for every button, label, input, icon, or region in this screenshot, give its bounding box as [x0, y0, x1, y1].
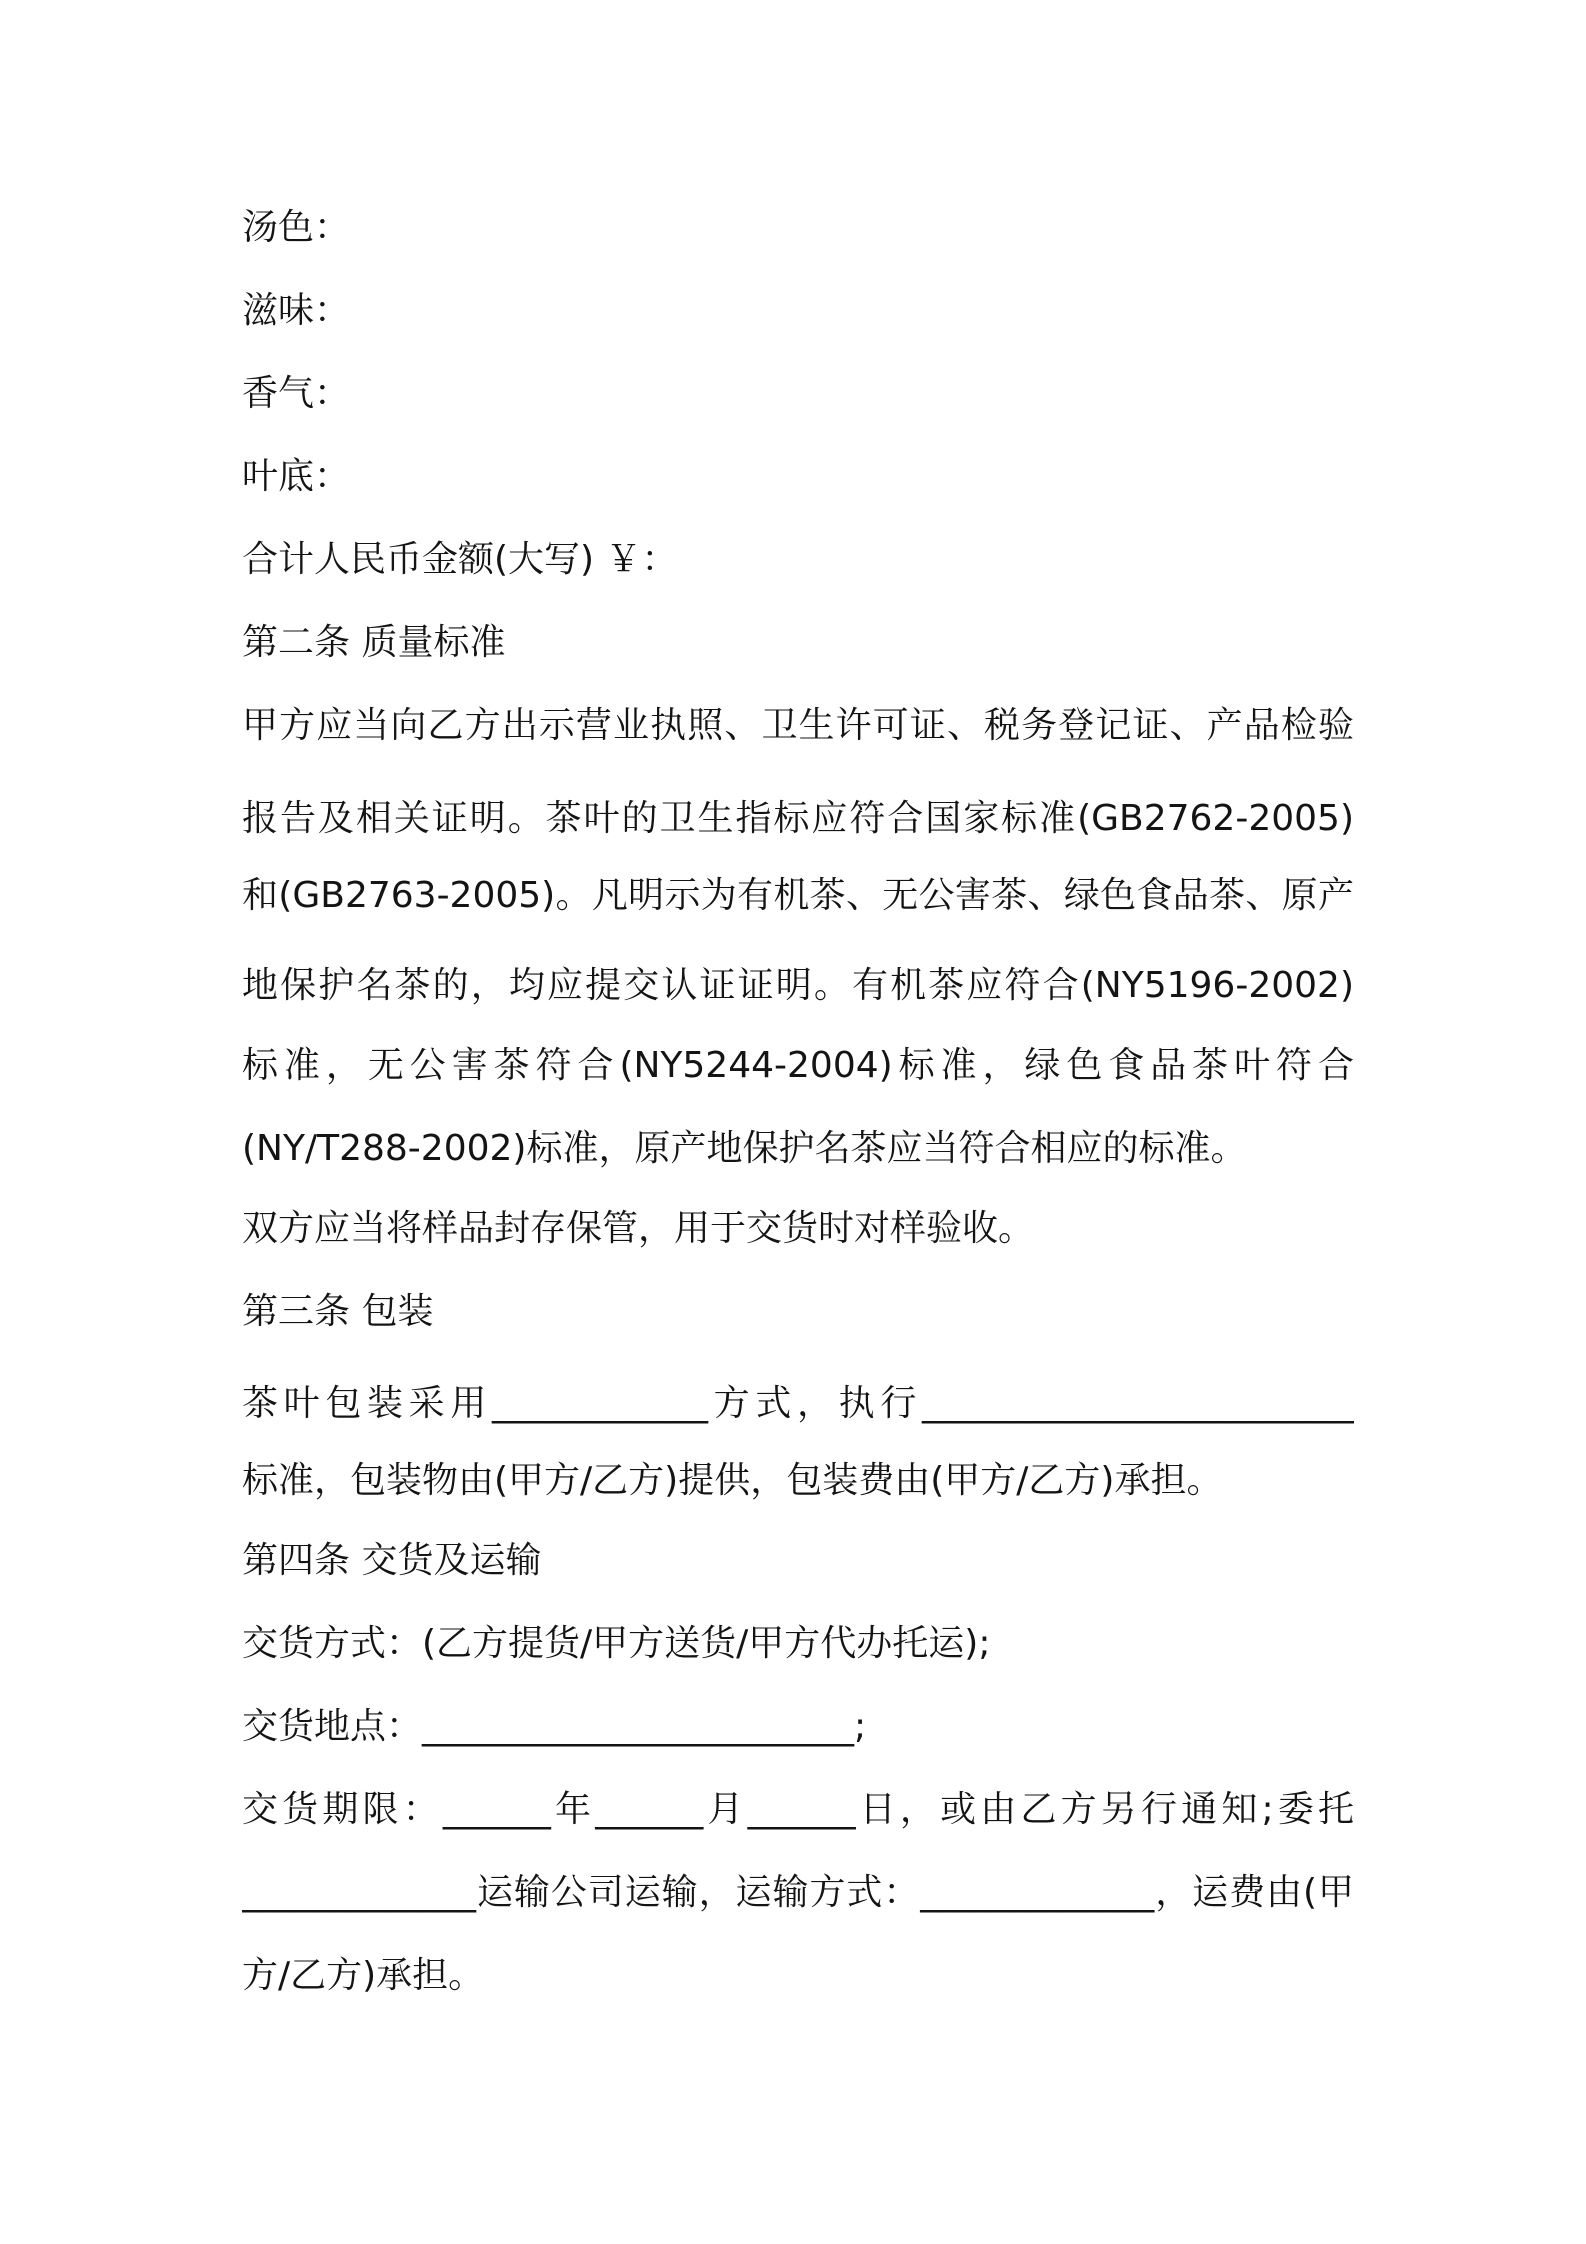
article-2-paragraph-line: (NY/T288-2002)标准，原产地保护名茶应当符合相应的标准。	[242, 1128, 1247, 1169]
packaging-line: 标准，包装物由(甲方/乙方)提供，包装费由(甲方/乙方)承担。	[242, 1460, 1223, 1501]
article-2-paragraph-line: 标准，无公害茶符合(NY5244-2004)标准，绿色食品茶叶符合	[242, 1045, 1354, 1086]
delivery-place-line: 交货地点：________________________;	[242, 1706, 867, 1747]
field-tang-se: 汤色：	[242, 207, 351, 248]
field-total-amount: 合计人民币金额(大写) ￥：	[242, 539, 678, 580]
sample-storage-line: 双方应当将样品封存保管，用于交货时对样验收。	[242, 1208, 1035, 1249]
article-3-heading: 第三条 包装	[242, 1291, 434, 1332]
article-2-paragraph-line: 甲方应当向乙方出示营业执照、卫生许可证、税务登记证、产品检验	[242, 705, 1354, 746]
delivery-deadline-line: 方/乙方)承担。	[242, 1955, 485, 1996]
field-ye-di: 叶底：	[242, 456, 351, 497]
delivery-deadline-line: _____________运输公司运输，运输方式：_____________，运费由(甲	[242, 1872, 1354, 1913]
field-zi-wei: 滋味：	[242, 290, 351, 331]
article-2-paragraph-line: 地保护名茶的，均应提交认证证明。有机茶应符合(NY5196-2002)	[242, 965, 1354, 1006]
field-xiang-qi: 香气：	[242, 373, 351, 414]
article-2-paragraph-line: 和(GB2763-2005)。凡明示为有机茶、无公害茶、绿色食品茶、原产	[242, 875, 1354, 916]
packaging-line: 茶叶包装采用____________方式，执行________________________	[242, 1383, 1354, 1424]
delivery-deadline-line: 交货期限：______年______月______日，或由乙方另行通知;委托	[242, 1789, 1354, 1830]
article-2-heading: 第二条 质量标准	[242, 622, 506, 663]
article-4-heading: 第四条 交货及运输	[242, 1540, 542, 1581]
delivery-method-line: 交货方式：(乙方提货/甲方送货/甲方代办托运);	[242, 1623, 991, 1664]
article-2-paragraph-line: 报告及相关证明。茶叶的卫生指标应符合国家标准(GB2762-2005)	[242, 798, 1354, 839]
